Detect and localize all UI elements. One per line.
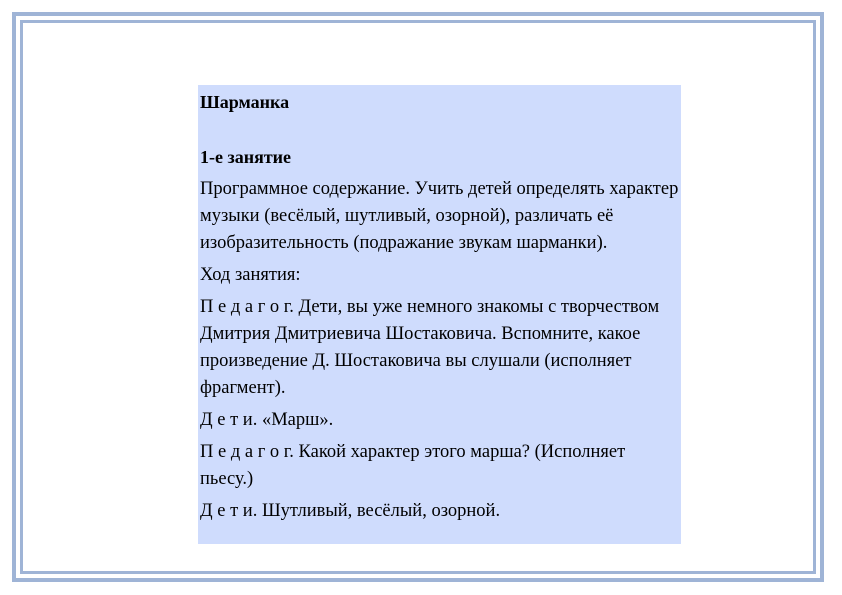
document-title: Шарманка: [200, 92, 290, 112]
paragraph-lesson-course: Ход занятия:: [200, 265, 301, 285]
lesson-heading: 1-е занятие: [200, 147, 292, 167]
paragraph-children-1: Д е т и. «Марш».: [200, 410, 334, 430]
paragraph-teacher-2: П е д а г о г. Какой характер этого марша? (Исполняет пьесу.): [200, 442, 626, 489]
text-block: [198, 85, 681, 544]
paragraph-program-content: Программное содержание. Учить детей определять характер музыки (весёлый, шутливый, озорной), различать её изобразительность (подражание звукам шарманки).: [200, 179, 679, 253]
paragraph-children-2: Д е т и. Шутливый, весёлый, озорной.: [200, 501, 501, 521]
paragraph-teacher-1: П е д а г о г. Дети, вы уже немного знакомы с творчеством Дмитрия Дмитриевича Шостаковича. Вспомните, какое произведение Д. Шостаковича вы слушали (исполняет фрагмент).: [200, 297, 660, 398]
